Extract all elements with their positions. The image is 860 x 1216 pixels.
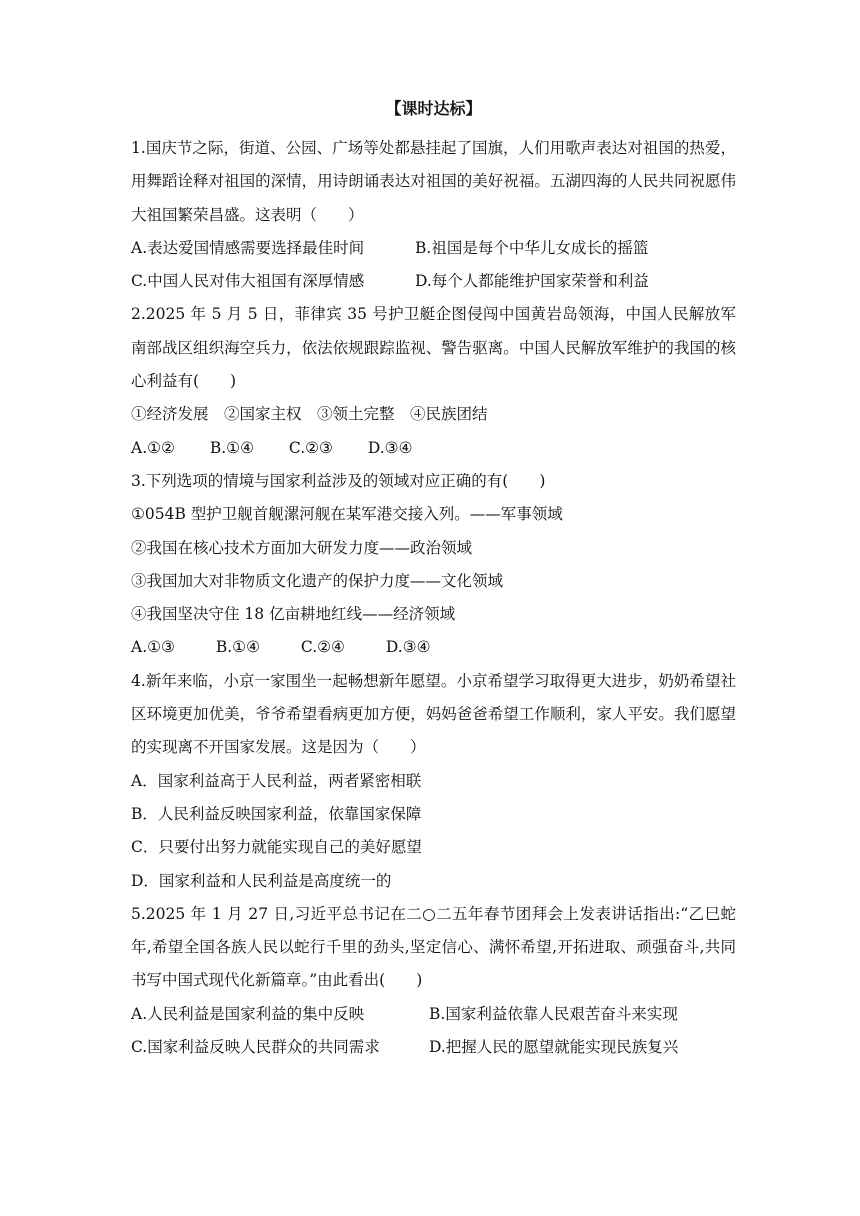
question-stem: 1.国庆节之际，街道、公园、广场等处都悬挂起了国旗，人们用歌声表达对祖国的热爱，用舞蹈诠释对祖国的深情，用诗朗诵表达对祖国的美好祝福。五湖四海的人民共同祝愿伟大祖国繁荣昌盛。这表明（ ） xyxy=(131,139,736,224)
statement-list: ①经济发展 ②国家主权 ③领土完整 ④民族团结 xyxy=(131,405,488,424)
option-a[interactable]: A．国家利益高于人民利益，两者紧密相联 xyxy=(131,771,422,790)
option-a[interactable]: A.①③ xyxy=(131,638,175,657)
option-a[interactable]: A.表达爱国情感需要选择最佳时间 xyxy=(131,238,365,257)
option-a[interactable]: A.①② xyxy=(131,438,175,457)
section-title: 【课时达标】 xyxy=(385,99,482,118)
option-c[interactable]: C．只要付出努力就能实现自己的美好愿望 xyxy=(131,838,422,857)
option-d[interactable]: D．国家利益和人民利益是高度统一的 xyxy=(131,871,392,890)
option-c[interactable]: C.国家利益反映人民群众的共同需求 xyxy=(131,1038,380,1057)
option-d[interactable]: D.③④ xyxy=(385,638,431,657)
option-a[interactable]: A.人民利益是国家利益的集中反映 xyxy=(131,1004,365,1023)
option-c[interactable]: C.②④ xyxy=(300,638,345,657)
options-row xyxy=(131,432,736,465)
options-row xyxy=(131,631,736,664)
option-b[interactable]: B.祖国是每个中华儿女成长的摇篮 xyxy=(415,238,649,257)
question-stem: 4.新年来临，小京一家围坐一起畅想新年愿望。小京希望学习取得更大进步，奶奶希望社区环境更加优美，爷爷希望看病更加方便，妈妈爸爸希望工作顺利，家人平安。我们愿望的实现离不开国家发展。这是因为（ ） xyxy=(131,671,736,757)
options-row xyxy=(131,265,736,298)
statement-item: ①054B 型护卫舰首舰漯河舰在某军港交接入列。——军事领域 xyxy=(131,505,563,524)
option-d[interactable]: D.每个人都能维护国家荣誉和利益 xyxy=(415,272,649,291)
option-d[interactable]: D.③④ xyxy=(367,438,413,457)
question-stem: 2.2025 年 5 月 5 日，菲律宾 35 号护卫艇企图侵闯中国黄岩岛领海，中国人民解放军南部战区组织海空兵力，依法依规跟踪监视、警告驱离。中国人民解放军维护的我国的核心利益有( ) xyxy=(131,305,736,391)
option-b[interactable]: B.国家利益依靠人民艰苦奋斗来实现 xyxy=(429,1004,678,1023)
option-b[interactable]: B.①④ xyxy=(209,438,254,457)
question-stem: 5.2025 年 1 月 27 日,习近平总书记在二○二五年春节团拜会上发表讲话指出:“乙巳蛇年,希望全国各族人民以蛇行千里的劲头,坚定信心、满怀希望,开拓进取、顽强奋斗,共同书写中国式现代化新篇章。”由此看出( ) xyxy=(131,904,736,990)
question-1 xyxy=(131,132,736,298)
question-stem: 3.下列选项的情境与国家利益涉及的领域对应正确的有( ) xyxy=(131,471,546,490)
options-row xyxy=(131,998,736,1031)
option-d[interactable]: D.把握人民的愿望就能实现民族复兴 xyxy=(429,1038,679,1057)
option-c[interactable]: C.②③ xyxy=(288,438,333,457)
question-2 xyxy=(131,298,736,464)
question-4 xyxy=(131,665,736,898)
statement-item: ②我国在核心技术方面加大研发力度——政治领域 xyxy=(131,538,473,557)
options-row xyxy=(131,1031,736,1064)
option-c[interactable]: C.中国人民对伟大祖国有深厚情感 xyxy=(131,272,365,291)
question-5 xyxy=(131,898,736,1064)
options-row xyxy=(131,232,736,265)
worksheet xyxy=(131,99,736,1064)
option-b[interactable]: B．人民利益反映国家利益，依靠国家保障 xyxy=(131,804,422,823)
statement-item: ④我国坚决守住 18 亿亩耕地红线——经济领域 xyxy=(131,605,456,624)
option-b[interactable]: B.①④ xyxy=(215,638,260,657)
question-3 xyxy=(131,465,736,665)
statement-item: ③我国加大对非物质文化遗产的保护力度——文化领域 xyxy=(131,571,504,590)
